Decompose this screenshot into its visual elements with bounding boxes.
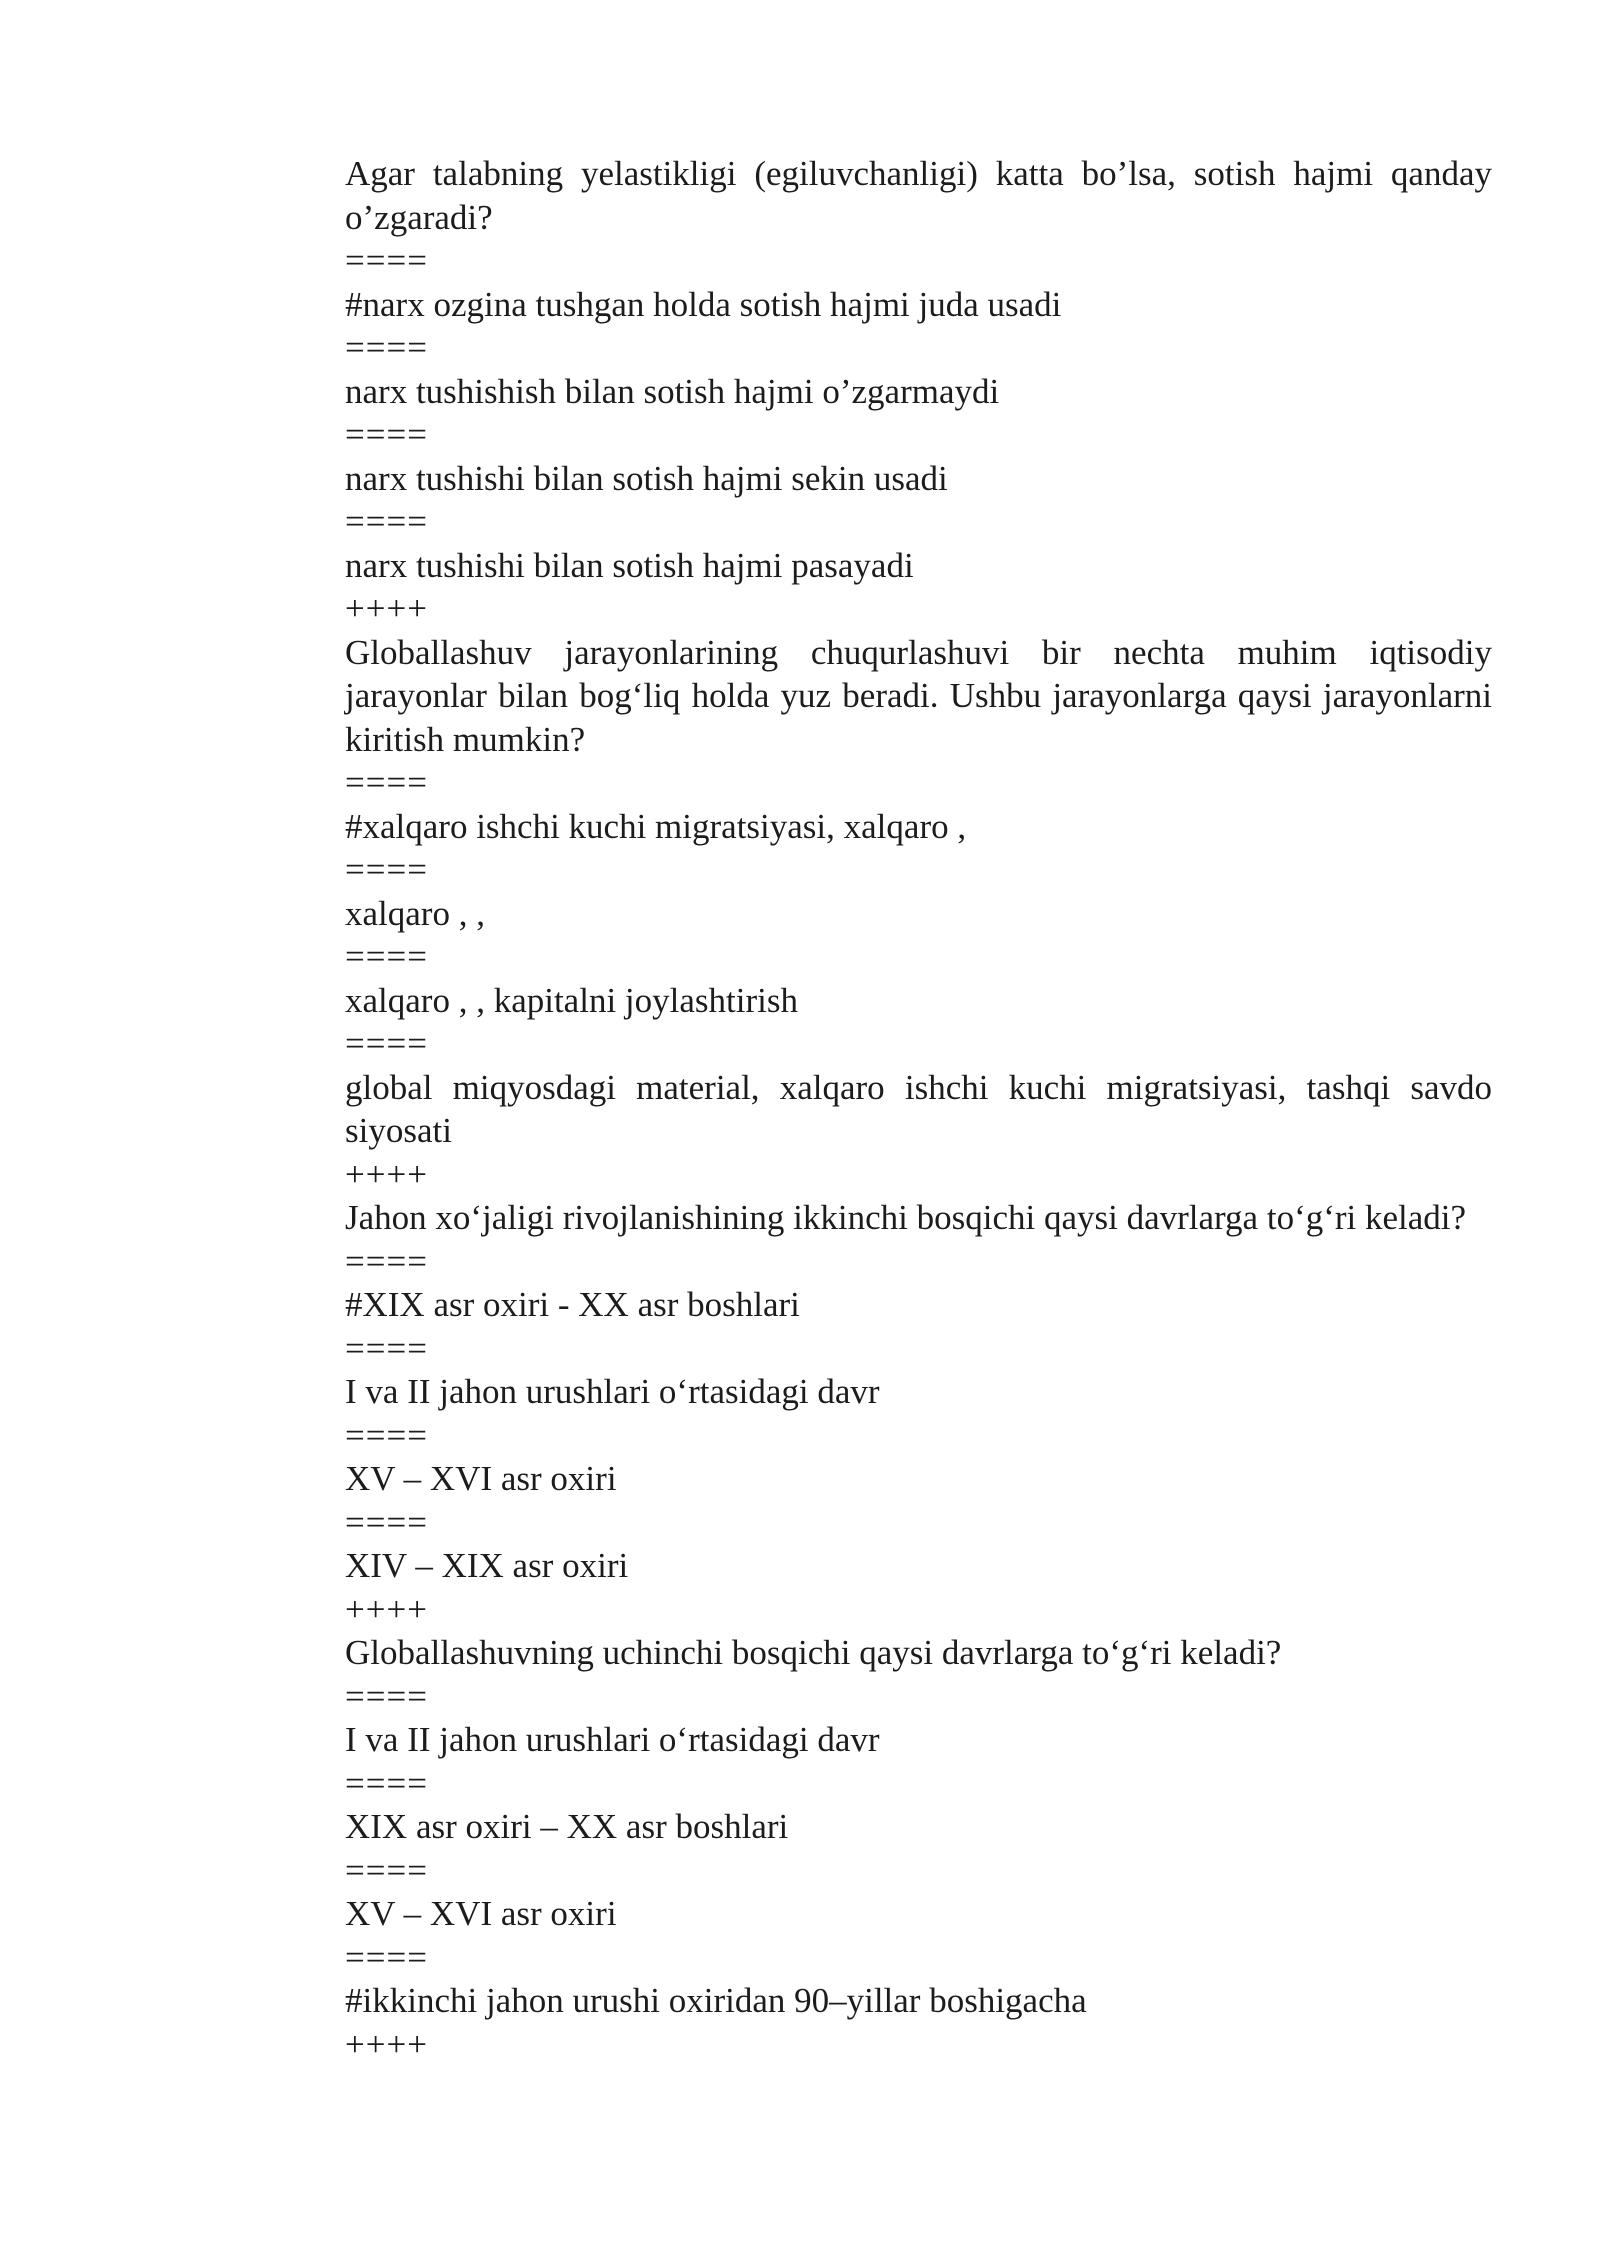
- question-text: global miqyosdagi material, xalqaro ishchi kuchi migratsiyasi, tashqi savdo siyosati: [345, 1067, 1492, 1150]
- question-text: Globallashuv jarayonlarining chuqurlashuvi bir nechta muhim iqtisodiy jarayonlar bilan bog‘liq holda yuz beradi. Ushbu jarayonlarga qaysi jarayonlarni kiritish mumkin?: [345, 632, 1492, 759]
- option-separator: ====: [345, 1024, 428, 1063]
- question-separator: ++++: [345, 2024, 428, 2064]
- option-separator: ====: [345, 415, 428, 454]
- option-separator: ====: [345, 1850, 428, 1890]
- option-separator: ====: [345, 1328, 428, 1368]
- answer-option: #XIX asr oxiri - XX asr boshlari: [345, 1285, 800, 1324]
- answer-option: xalqaro , ,: [345, 893, 485, 933]
- answer-option: narx tushishi bilan sotish hajmi sekin usadi: [345, 458, 948, 498]
- option-separator: ====: [345, 502, 428, 541]
- document-body: [345, 152, 1492, 2066]
- question-separator: ++++: [345, 1589, 428, 1629]
- option-separator: ====: [345, 763, 428, 802]
- option-separator: ====: [345, 241, 428, 280]
- answer-option: narx tushishish bilan sotish hajmi o’zgarmaydi: [345, 371, 1000, 411]
- answer-option: XIV – XIX asr oxiri: [345, 1546, 629, 1585]
- question-separator: ++++: [345, 1154, 428, 1194]
- answer-option: #xalqaro ishchi kuchi migratsiyasi, xalqaro ,: [345, 806, 967, 846]
- question-text: Jahon xo‘jaligi rivojlanishining ikkinchi bosqichi qaysi davrlarga to‘g‘ri keladi?: [345, 1198, 1467, 1237]
- answer-option: xalqaro , , kapitalni joylashtirish: [345, 980, 798, 1020]
- option-separator: ====: [345, 1502, 428, 1542]
- option-separator: ====: [345, 850, 428, 889]
- option-separator: ====: [345, 937, 428, 976]
- answer-option: XV – XVI asr oxiri: [345, 1459, 617, 1498]
- answer-option: I va II jahon urushlari o‘rtasidagi davr: [345, 1720, 880, 1759]
- option-separator: ====: [345, 328, 428, 367]
- answer-option: #ikkinchi jahon urushi oxiridan 90–yillar boshigacha: [345, 1981, 1087, 2020]
- option-separator: ====: [345, 1415, 428, 1455]
- answer-option: I va II jahon urushlari o‘rtasidagi davr: [345, 1372, 880, 1411]
- question-text: Agar talabning yelastikligi (egiluvchanligi) katta bo’lsa, sotish hajmi qanday o’zgaradi?: [345, 154, 1492, 237]
- answer-option: narx tushishi bilan sotish hajmi pasayadi: [345, 545, 914, 585]
- answer-option: XIX asr oxiri – XX asr boshlari: [345, 1807, 789, 1846]
- question-separator: ++++: [345, 589, 428, 628]
- answer-option: Globallashuvning uchinchi bosqichi qaysi davrlarga to‘g‘ri keladi?: [345, 1633, 1282, 1672]
- option-separator: ====: [345, 1937, 428, 1977]
- option-separator: ====: [345, 1763, 428, 1803]
- option-separator: ====: [345, 1676, 428, 1716]
- option-separator: ====: [345, 1241, 428, 1281]
- answer-option: #narx ozgina tushgan holda sotish hajmi juda usadi: [345, 284, 1062, 324]
- answer-option: XV – XVI asr oxiri: [345, 1894, 617, 1933]
